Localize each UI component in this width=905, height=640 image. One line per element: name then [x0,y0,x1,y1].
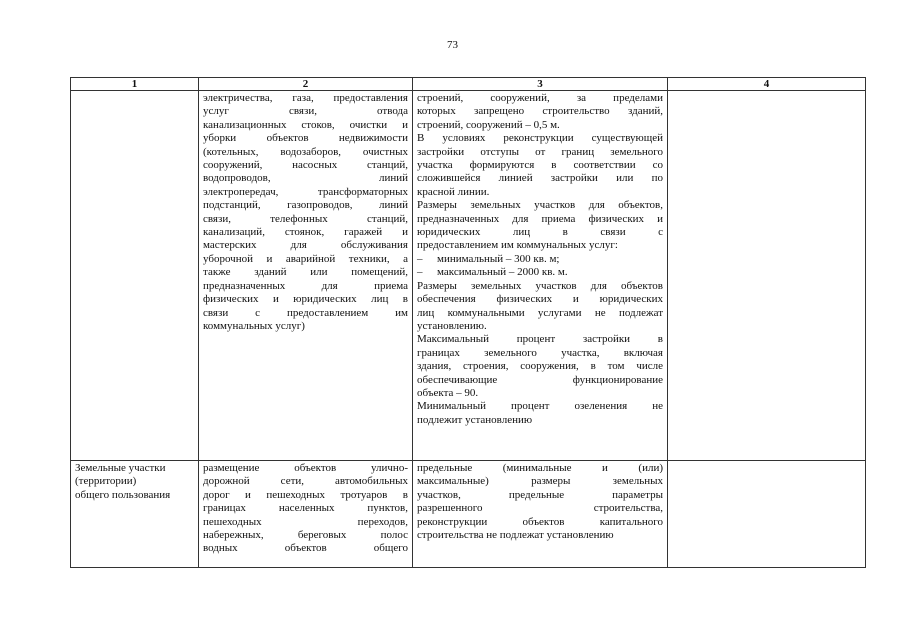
text-line: уборки объектов недвижимости [203,132,408,145]
cell-zone-type [71,91,199,461]
text-line: здания, строения, сооружения, в том числе [417,360,663,373]
text-line: подстанций, газопроводов, линий [203,199,408,212]
text-line: (территории) [75,475,137,488]
text-line: установлению. [417,319,487,332]
bullet-item [417,266,663,279]
text-line: предназначенных для приема [203,279,408,292]
text-line: водопроводов, линий [203,172,408,185]
cell-permitted-use [199,461,413,568]
text-line: электричества, газа, предоставления [203,92,408,104]
text-line: предельные (минимальные и (или) [417,462,663,474]
text-line: уборочной и аварийной техники, а [203,252,408,265]
bullet-text: минимальный – 300 кв. м; [437,252,560,265]
text-line: связи, телефонных станций, [203,212,408,225]
text-line: застройки отступы от границ земельного [417,145,663,158]
bullet-dash: – [417,266,423,279]
text-line: дорожной сети, автомобильных [203,475,408,488]
text-line: разрешенного строительства, [417,502,663,515]
text-line: набережных, береговых полос [203,529,408,542]
text-line: границах земельного участка, включая [417,346,663,359]
text-line: услуг связи, отвода [203,105,408,118]
cell-permitted-use [199,91,413,461]
text-line: предоставлением им коммунальных услуг: [417,239,618,252]
text-line: дорог и пешеходных тротуаров в [203,488,408,501]
text-line: Максимальный процент застройки в [417,333,663,346]
text-line: строительства не подлежат установлению [417,529,614,542]
text-line: физических и юридических лиц в [203,293,408,306]
text-line: подлежит установлению [417,413,533,426]
header-row [71,78,866,91]
table-row [71,461,866,568]
text-line: реконструкции объектов капитального [417,515,663,528]
text-line: границах населенных пунктов, [203,502,408,515]
cell-notes [668,91,866,461]
text-line: водных объектов общего [203,542,408,555]
text-line: которых запрещено строительство зданий, [417,105,663,118]
text-line: В условиях реконструкции существующей [417,132,663,145]
text-line: (котельных, водозаборов, очистных [203,145,408,158]
text-line: обеспечивающие функционирование [417,373,663,386]
text-line: мастерских для обслуживания [203,239,408,252]
text-line: красной линии. [417,185,490,198]
header-col-3: 3 [413,78,668,91]
text-line: Минимальный процент озеленения не [417,400,663,413]
cell-zone-type [71,461,199,568]
text-line: коммунальных услуг) [203,319,305,332]
text-line: Размеры земельных участков для объектов [417,279,663,292]
text-line: максимальные) размеры земельных [417,475,663,488]
text-line: Размеры земельных участков для объектов, [417,199,663,212]
text-line: связи с предоставлением им [203,306,408,319]
text-line: электропередач, трансформаторных [203,185,408,198]
text-line: обеспечения физических и юридических [417,293,663,306]
text-line: участков, предельные параметры [417,488,663,501]
bullet-dash: – [417,252,423,265]
page-number: 73 [447,39,458,51]
text-line: канализаций, стоянок, гаражей и [203,226,408,239]
cell-notes [668,461,866,568]
text-line: общего пользования [75,488,171,501]
text-line: юридических лиц в связи с [417,226,663,239]
text-line: участка формируются в соответствии со [417,159,663,172]
header-col-2: 2 [199,78,413,91]
header-col-4: 4 [668,78,866,91]
text-line: Земельные участки [75,462,166,474]
text-line: сооружений, насосных станций, [203,159,408,172]
document-table [70,77,866,568]
bullet-item [417,253,663,266]
cell-parameters [413,91,668,461]
table-row [71,91,866,461]
text-line: также зданий или помещений, [203,266,408,279]
text-line: строений, сооружений – 0,5 м. [417,118,560,131]
text-line: пешеходных переходов, [203,515,408,528]
text-line: сложившейся линией застройки или по [417,172,663,185]
text-line: канализационных стоков, очистки и [203,118,408,131]
text-line: предназначенных для приема физических и [417,212,663,225]
bullet-text: максимальный – 2000 кв. м. [437,266,568,279]
text-line: размещение объектов улично- [203,462,408,474]
text-line: объекта – 90. [417,386,479,399]
header-col-1: 1 [71,78,199,91]
cell-parameters [413,461,668,568]
text-line: лиц коммунальными услугами не подлежат [417,306,663,319]
text-line: строений, сооружений, за пределами [417,92,663,104]
